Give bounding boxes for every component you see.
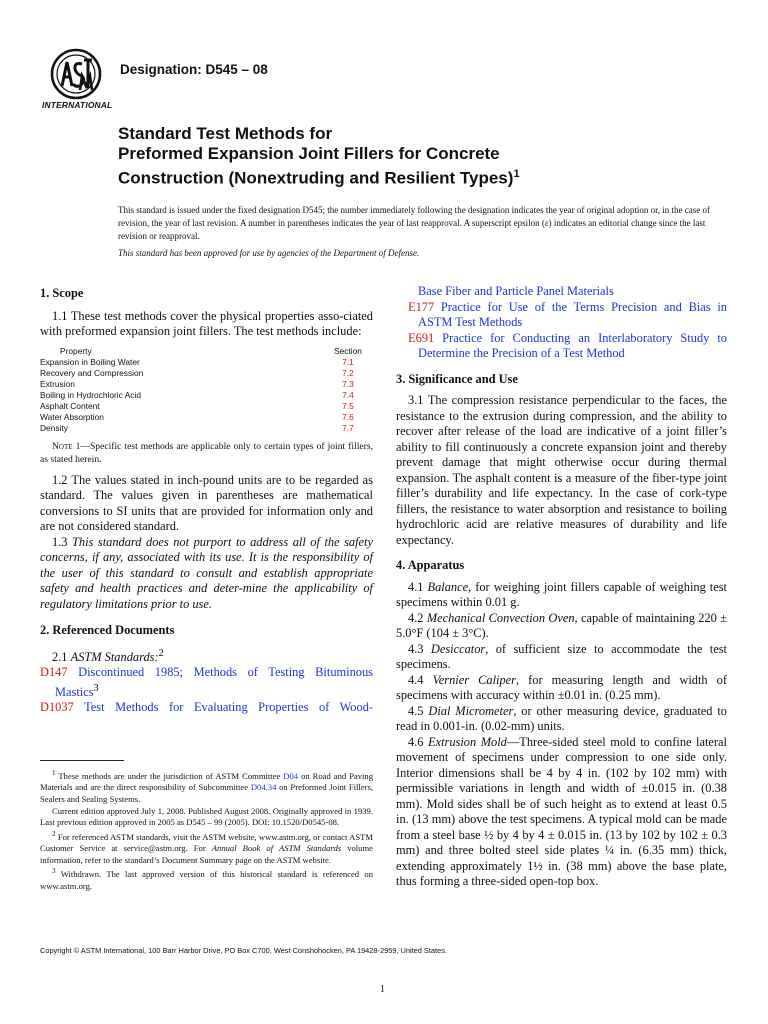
- subcommittee-link[interactable]: D04.34: [250, 782, 277, 793]
- title-line-2: Preformed Expansion Joint Fillers for Concrete: [118, 144, 500, 163]
- para-2-1: [40, 646, 373, 666]
- property-name: Boiling in Hydrochloric Acid: [40, 389, 142, 400]
- footnote-italic: Annual Book of ASTM Standards: [211, 843, 342, 854]
- para-text: , or other measuring device, graduated to read in 0.001-in. (0.02-mm) units.: [396, 703, 727, 733]
- para-4-5: [396, 704, 727, 735]
- property-name: Asphalt Content: [40, 400, 100, 411]
- apparatus-term: Extrusion Mold: [428, 734, 507, 749]
- note-text: 1—Specific test methods are applicable only to certain types of joint fillers, as stated herein.: [40, 440, 373, 465]
- para-num: 4.4: [408, 672, 433, 687]
- footnote-text: volume information, refer to the standard’s Document Summary page on the ASTM website.: [40, 843, 373, 865]
- note-label: Note: [52, 440, 73, 452]
- issuance-notice: This standard is issued under the fixed designation D545; the number immediately following the designation indicates the year of original adoption or, in the case of revision, the year of last revision. A number in parentheses indicates the year of last reapproval. A superscript epsilon (ε) indicates an editorial change since the last revision or reapproval.: [118, 205, 710, 241]
- para-2-1-text: ASTM Standards:: [70, 649, 159, 664]
- footnote-text: on Preformed Joint Fillers, Sealers and Sealing Systems.: [40, 782, 373, 805]
- committee-link[interactable]: D04: [283, 770, 299, 781]
- property-name: Extrusion: [40, 378, 75, 389]
- title-line-3-text: Construction (Nonextruding and Resilient Types): [118, 168, 514, 188]
- footnote-text: For referenced ASTM standards, visit the ASTM website, www.astm.org, or contact ASTM Customer Service at service@astm.org. For: [40, 831, 373, 854]
- copyright-line: Copyright © ASTM International, 100 Barr Harbor Drive, PO Box C700, West Conshohocken, PA 19428-2959, United States.: [40, 946, 447, 955]
- right-column: [396, 284, 727, 890]
- para-4-2: [396, 611, 727, 642]
- para-1-3-num: 1.3: [52, 534, 73, 549]
- footnote-1: $^1$ These methods are under the jurisdiction of ASTM Committee D04 on Road and Paving Materials and are the direct responsibility of Subcommittee D04.34 on Preformed Joint Fillers, Sealers and Sealing Systems.: [40, 769, 374, 805]
- ref-item-d1037-cont[interactable]: Base Fiber and Particle Panel Materials: [418, 284, 614, 298]
- document-title: [118, 124, 520, 189]
- note-1: [40, 440, 373, 466]
- apparatus-term: Balance: [427, 579, 469, 594]
- section-2-heading: 2. Referenced Documents: [40, 623, 175, 637]
- para-3-1: 3.1 The compression resistance perpendicular to the faces, the resistance to the extrusion during compression, and the ability to recover after release of the load are indicative of a joint filler’s ability to fill continuously a concrete expansion joint and thereby prevent damage that might otherwise occur during thermal expansion. The asphalt content is a measure of the fiber-type joint filler’s durability and life expectancy. In the case of cork-type fillers, the resistance to water absorption and resistance to boiling hydrochloric acid are relative measures of durability and life expectancy.: [396, 393, 727, 547]
- ref-code[interactable]: D1037: [40, 700, 74, 715]
- property-row: [40, 412, 373, 423]
- section-link[interactable]: 7.6: [342, 411, 354, 422]
- para-4-6: [396, 735, 727, 890]
- section-4-heading: 4. Apparatus: [396, 558, 465, 572]
- section-link[interactable]: 7.7: [342, 422, 354, 433]
- property-row: [40, 401, 373, 412]
- para-num: 4.3: [408, 641, 431, 656]
- footnote-1-edition: Current edition approved July 1, 2008. Published August 2008. Originally approved in 1939. Last previous edition approved in 2005 as D545 – 99 (2005). DOI: 10.1520/D0545-08.: [40, 805, 373, 828]
- para-1-3-text: This standard does not purport to address all of the safety concerns, if any, associated with its use. It is the responsibility of the user of this standard to consult and establish appropriate safety and health practices and deter-mine the applicability of regulatory limitations prior to use.: [40, 534, 373, 611]
- title-line-3: [118, 164, 520, 189]
- footnote-rule: [40, 760, 124, 761]
- ref-code[interactable]: E177: [408, 299, 435, 314]
- property-row: [40, 423, 373, 434]
- para-text: , capable of maintaining 220 ± 5.0°F (104 ± 3°C).: [396, 610, 727, 640]
- property-row: [40, 357, 373, 368]
- para-text: , for weighing joint fillers capable of weighing test specimens within 0.01 g.: [396, 579, 727, 609]
- apparatus-term: Mechanical Convection Oven: [426, 610, 575, 625]
- para-4-4: [396, 673, 727, 704]
- para-num: 4.5: [408, 703, 429, 718]
- logo-caption: INTERNATIONAL: [42, 100, 113, 110]
- section-link[interactable]: 7.2: [342, 367, 354, 378]
- para-text: , for measuring length and width of specimens with accuracy within ±0.01 in. (0.25 mm).: [396, 672, 727, 702]
- ref-item-d147[interactable]: [40, 665, 373, 700]
- para-2-1-num: 2.1: [52, 649, 71, 664]
- footnote-text: Withdrawn. The last approved version of this historical standard is referenced on www.astm.org.: [40, 869, 373, 891]
- footnote-2: $^2$ For referenced ASTM standards, visit the ASTM website, www.astm.org, or contact ASTM Customer Service at service@astm.org. For Annual Book of ASTM Standards volume information, refer to the standard’s Document Summary page on the ASTM website.: [40, 829, 373, 865]
- footnote-2-mark[interactable]: 2: [158, 647, 164, 659]
- property-name: Recovery and Compression: [40, 367, 144, 378]
- ref-title[interactable]: Practice for Conducting an Interlaboratory Study to Determine the Precision of a Test Method: [418, 330, 727, 360]
- apparatus-term: Vernier Caliper: [432, 672, 516, 687]
- para-num: 4.1: [408, 579, 428, 594]
- ref-item-d1037[interactable]: [40, 700, 373, 716]
- property-name: Density: [40, 422, 68, 433]
- left-column: [40, 286, 373, 716]
- property-name: Water Absorption: [40, 411, 104, 422]
- section-link[interactable]: 7.1: [342, 356, 354, 367]
- ref-item-e177[interactable]: [396, 300, 727, 331]
- property-table-header: [40, 346, 373, 357]
- property-row: [40, 368, 373, 379]
- ref-code[interactable]: E691: [408, 330, 435, 345]
- para-num: 4.6: [408, 734, 429, 749]
- section-link[interactable]: 7.4: [342, 389, 354, 400]
- astm-logo: [40, 46, 112, 114]
- apparatus-term: Desiccator: [430, 641, 486, 656]
- title-footnote-mark[interactable]: 1: [513, 168, 520, 180]
- para-4-1: [396, 580, 727, 611]
- property-table: [40, 346, 373, 434]
- property-name: Expansion in Boiling Water: [40, 356, 140, 367]
- approval-notice: This standard has been approved for use by agencies of the Department of Defense.: [118, 248, 420, 258]
- footnote-3-mark[interactable]: 3: [93, 682, 99, 694]
- section-3-heading: 3. Significance and Use: [396, 371, 518, 386]
- para-1-3: [40, 535, 373, 613]
- footnote-text: on Road and Paving Materials and are the direct responsibility of Subcommittee: [40, 770, 374, 793]
- para-1-2: 1.2 The values stated in inch-pound units are to be regarded as standard. The values given in parentheses are mathematical conversions to SI units that are provided for information only and are not considered standard.: [40, 472, 373, 533]
- para-text: , of sufficient size to accommodate the test specimens.: [396, 641, 727, 671]
- ref-title[interactable]: Practice for Use of the Terms Precision and Bias in ASTM Test Methods: [418, 299, 727, 329]
- ref-title[interactable]: Discontinued 1985; Methods of Testing Bituminous Mastics: [55, 665, 373, 699]
- title-line-1: Standard Test Methods for: [118, 124, 333, 143]
- designation: Designation: D545 – 08: [120, 62, 268, 77]
- page-number: 1: [380, 984, 385, 995]
- footnote-3: $^3$ Withdrawn. The last approved version of this historical standard is referenced on www.astm.org.: [40, 867, 373, 891]
- apparatus-term: Dial Micrometer: [428, 703, 514, 718]
- para-text: —Three-sided steel mold to confine lateral movement of specimens under compression to one side only. Interior dimensions shall be 4 by 4 in. (102 by 102 mm) with permissible variations in length and width of ±0.015 in. (0.38 mm). Mold sides shall be of such height as to extend at least 0.5 in. (13 mm) above the test specimens. A typical mold can be made from a steel base ½ by 4 by 4 ± 0.015 in. (13 by 102 by 102 ± 0.3 mm) and three bolted steel side plates ¼ in. (6.35 mm) thick, extending approximately 1½ in. (38 mm) above the base plate, thus forming a three-sided open-top box.: [396, 734, 727, 888]
- property-row: [40, 379, 373, 390]
- ref-code[interactable]: D147: [40, 665, 68, 680]
- section-link[interactable]: 7.5: [342, 400, 354, 411]
- section-header: Section: [334, 345, 362, 356]
- ref-item-e691[interactable]: [396, 331, 727, 362]
- property-row: [40, 390, 373, 401]
- para-4-3: [396, 642, 727, 673]
- ref-title[interactable]: Test Methods for Evaluating Properties of Wood-: [84, 700, 374, 715]
- footnotes: [40, 768, 373, 893]
- property-header: Property: [60, 345, 92, 356]
- para-num: 4.2: [408, 610, 427, 625]
- footnote-text: These methods are under the jurisdiction of ASTM Committee: [58, 770, 284, 781]
- section-1-heading: 1. Scope: [40, 286, 84, 300]
- para-1-1: 1.1 These test methods cover the physical properties asso-ciated with preformed expansion joint fillers. The test methods include:: [40, 308, 373, 338]
- section-link[interactable]: 7.3: [342, 378, 354, 389]
